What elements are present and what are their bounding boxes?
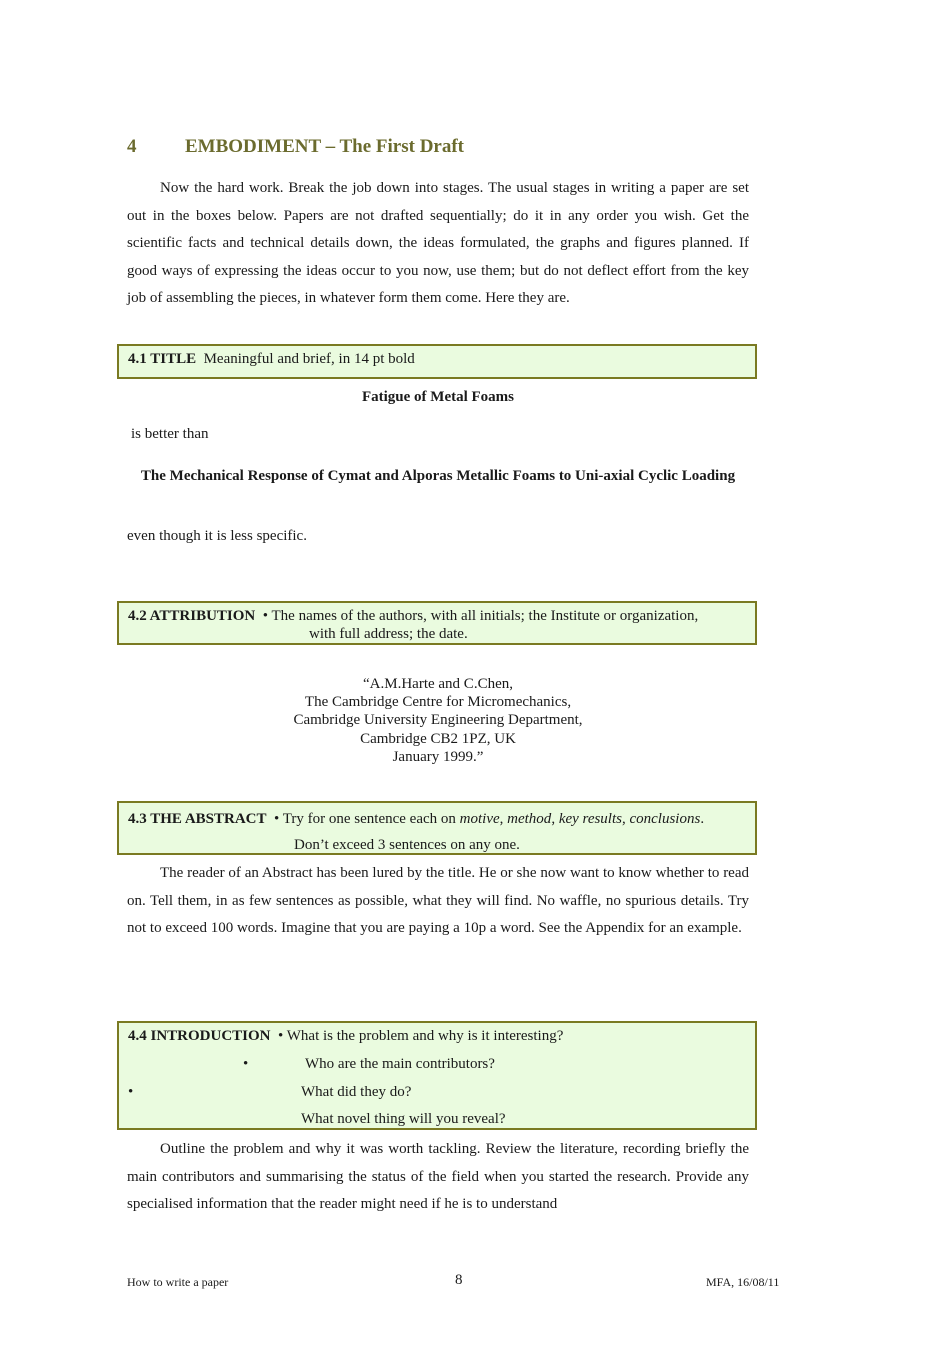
introduction-q4: What novel thing will you reveal? bbox=[301, 1111, 506, 1127]
abstract-box-label: 4.3 THE ABSTRACT bbox=[128, 811, 267, 827]
address-line: Cambridge CB2 1PZ, UK bbox=[360, 730, 516, 747]
attribution-line2: with full address; the date. bbox=[309, 626, 468, 642]
introduction-bullet: • bbox=[128, 1084, 134, 1100]
less-specific-note: even though it is less specific. bbox=[127, 528, 307, 544]
abstract-paragraph: The reader of an Abstract has been lured by the title. He or she now want to know whether to read on. Tell them, in as few sentences as possible, what they will find. No waffle, no spurious details. Try not to exceed 100 words. Imagine that you are paying a 10p a word. See the Appendix for an example. bbox=[127, 865, 749, 937]
section-title: EMBODIMENT – The First Draft bbox=[185, 136, 465, 157]
introduction-bullet: • bbox=[243, 1056, 249, 1072]
introduction-bullet: • bbox=[278, 1028, 284, 1044]
is-better-than: is better than bbox=[131, 426, 209, 442]
introduction-paragraph: Outline the problem and why it was worth tackling. Review the literature, recording briefly the main contributors and summarising the status of the field when you started the research. Provide any specialised information that the reader might need if he is to understand bbox=[127, 1141, 749, 1213]
attribution-box-label: 4.2 ATTRIBUTION bbox=[128, 608, 256, 624]
separator: , bbox=[551, 811, 559, 827]
introduction-box-label: 4.4 INTRODUCTION bbox=[128, 1028, 271, 1044]
page-number: 8 bbox=[455, 1272, 463, 1288]
separator: . bbox=[700, 811, 705, 827]
separator: , bbox=[499, 811, 508, 827]
abstract-key-results: key results bbox=[558, 811, 622, 827]
address-line: January 1999.” bbox=[392, 748, 484, 765]
intro-paragraph: Now the hard work. Break the job down into stages. The usual stages in writing a paper are set out in the boxes below. Papers are not drafted sequentially; do it in any order you wish. Get the scientific facts and technical details down, the ideas formulated, the graphs and figures planned. If good ways of expressing the ideas occur to you now, use them; but do not deflect effort from the key job of assembling the pieces, in whatever form them come. Here they are. bbox=[127, 180, 749, 307]
footer-right: MFA, 16/08/11 bbox=[706, 1275, 780, 1289]
abstract-motive: motive bbox=[459, 811, 500, 827]
abstract-box bbox=[117, 801, 757, 855]
section-heading bbox=[127, 136, 464, 158]
abstract-line2: Don’t exceed 3 sentences on any one. bbox=[294, 837, 520, 853]
footer-left: How to write a paper bbox=[127, 1275, 229, 1289]
abstract-line1: Try for one sentence each on bbox=[282, 811, 460, 827]
abstract-conclusions: conclusions bbox=[629, 811, 701, 827]
section-number: 4 bbox=[127, 136, 137, 157]
introduction-box bbox=[117, 1021, 757, 1130]
introduction-q1: What is the problem and why is it interesting? bbox=[286, 1028, 564, 1044]
title-box-label: 4.1 TITLE bbox=[128, 351, 197, 367]
abstract-bullet: • bbox=[274, 811, 280, 827]
address-line: Cambridge University Engineering Department, bbox=[293, 712, 583, 729]
abstract-method: method bbox=[507, 811, 552, 827]
attribution-line1: The names of the authors, with all initials; the Institute or organization, bbox=[271, 608, 699, 624]
separator: , bbox=[621, 811, 630, 827]
attribution-bullet: • bbox=[262, 608, 269, 624]
title-example-good: Fatigue of Metal Foams bbox=[361, 389, 515, 405]
address-line: The Cambridge Centre for Micromechanics, bbox=[304, 694, 572, 711]
address-block bbox=[127, 675, 749, 766]
title-example-bad: The Mechanical Response of Cymat and Alporas Metallic Foams to Uni-axial Cyclic Loading bbox=[140, 468, 736, 484]
introduction-q2: Who are the main contributors? bbox=[305, 1056, 495, 1072]
address-line: “A.M.Harte and C.Chen, bbox=[363, 676, 513, 692]
introduction-q3: What did they do? bbox=[301, 1084, 412, 1100]
attribution-box bbox=[117, 601, 757, 645]
title-box bbox=[117, 344, 757, 379]
title-box-text: Meaningful and brief, in 14 pt bold bbox=[203, 351, 415, 367]
